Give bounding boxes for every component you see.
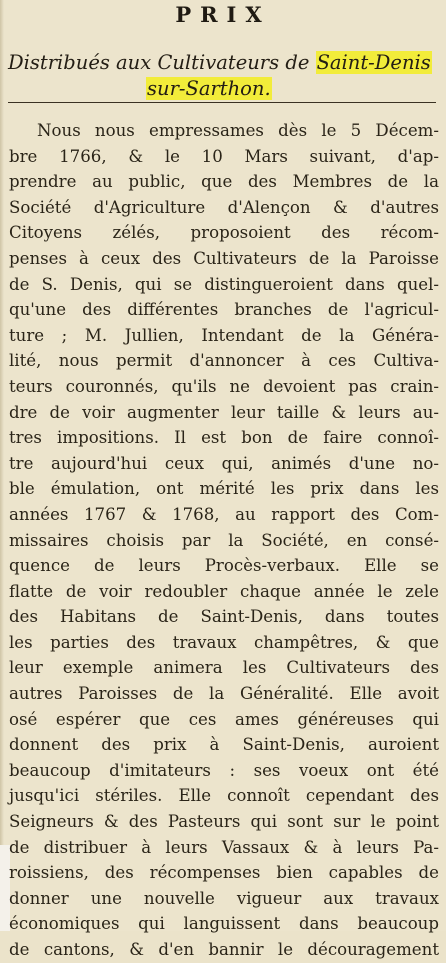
highlighted-place-name-continued: sur-Sarthon. bbox=[147, 77, 271, 100]
body-paragraph bbox=[9, 118, 439, 963]
text-line: prendre au public, que des Membres de la bbox=[9, 172, 439, 192]
text-line: quence de leurs Procès-verbaux. Elle se bbox=[9, 556, 439, 576]
text-line: dre de voir augmenter leur taille & leurs au- bbox=[9, 402, 439, 422]
text-line: autres Paroisses de la Généralité. Elle avoit bbox=[9, 684, 439, 704]
text-line: Citoyens zélés, proposoient des récom- bbox=[9, 223, 439, 243]
text-line: Seigneurs & des Pasteurs qui sont sur le point bbox=[9, 812, 439, 832]
text-line: penses à ceux des Cultivateurs de la Paroisse bbox=[9, 248, 439, 268]
text-line: tre aujourd'hui ceux qui, animés d'une no- bbox=[9, 453, 439, 473]
text-line: leur exemple animera les Cultivateurs des bbox=[9, 658, 439, 678]
highlighted-place-name: Saint-Denis bbox=[316, 51, 431, 74]
text-line: des Habitans de Saint-Denis, dans toutes bbox=[9, 607, 439, 627]
text-line: missaires choisis par la Société, en consé- bbox=[9, 530, 439, 550]
section-subtitle bbox=[8, 50, 438, 102]
section-divider bbox=[8, 102, 436, 103]
text-line: ture ; M. Jullien, Intendant de la Généra- bbox=[9, 325, 439, 345]
text-line: de cantons, & d'en bannir le découragement bbox=[9, 940, 439, 959]
text-line: ble émulation, ont mérité les prix dans les bbox=[9, 479, 439, 499]
text-line: Nous nous empressames dès le 5 Décem- bbox=[37, 121, 439, 140]
text-line: qu'une des différentes branches de l'agricul- bbox=[9, 300, 439, 320]
text-line: teurs couronnés, qu'ils ne devoient pas crain- bbox=[9, 376, 439, 396]
text-line: de distribuer à leurs Vassaux & à leurs Pa- bbox=[9, 837, 439, 857]
text-line: de S. Denis, qui se distingueroient dans quel- bbox=[9, 274, 439, 294]
text-line: lité, nous permit d'annoncer à ces Cultiva- bbox=[9, 351, 439, 371]
text-line: donnent des prix à Saint-Denis, auroient bbox=[9, 735, 439, 755]
text-line: roissiens, des récompenses bien capables de bbox=[9, 863, 439, 883]
text-line: les parties des travaux champêtres, & que bbox=[9, 632, 439, 652]
text-line: années 1767 & 1768, au rapport des Com- bbox=[9, 504, 439, 524]
text-line: beaucoup d'imitateurs : ses voeux ont été bbox=[9, 760, 439, 780]
text-line: jusqu'ici stériles. Elle connoît cependant des bbox=[9, 786, 439, 806]
text-line: bre 1766, & le 10 Mars suivant, d'ap- bbox=[9, 146, 439, 166]
page-header: PRIX bbox=[175, 2, 271, 27]
text-line: osé espérer que ces ames généreuses qui bbox=[9, 709, 439, 729]
subtitle-text: Distribués aux Cultivateurs de bbox=[8, 51, 316, 74]
text-line: flatte de voir redoubler chaque année le zele bbox=[9, 581, 439, 601]
page-spine-shadow bbox=[0, 0, 4, 931]
text-line: tres impositions. Il est bon de faire connoî- bbox=[9, 428, 439, 448]
text-line: Société d'Agriculture d'Alençon & d'autres bbox=[9, 197, 439, 217]
text-line: donner une nouvelle vigueur aux travaux bbox=[9, 888, 439, 908]
text-line: économiques qui languissent dans beaucoup bbox=[9, 914, 439, 934]
